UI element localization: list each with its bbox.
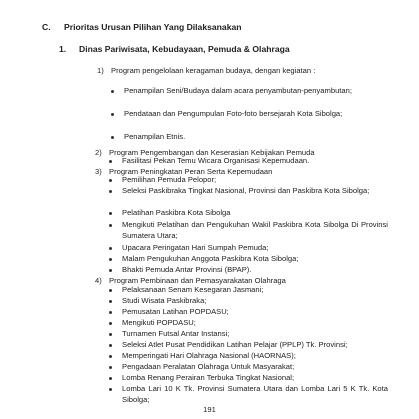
list-item-text: Lomba Renang Perairan Terbuka Tingkat Nasional; xyxy=(122,373,295,382)
program-title: Program Peningkatan Peran Serta Kepemudaan xyxy=(109,167,273,176)
list-item xyxy=(122,175,388,186)
program-title: Program Pembinaan dan Pemasyarakatan Olahraga xyxy=(109,276,286,285)
list-item xyxy=(124,132,386,143)
list-item-text: Seleksi Paskibraka Tingkat Nasional, Provinsi dan Paskibra Kota Sibolga; xyxy=(122,186,370,195)
bullet-icon xyxy=(109,258,112,261)
bullet-icon xyxy=(109,388,112,391)
list-item xyxy=(122,186,388,197)
page-number: 191 xyxy=(203,405,216,414)
program-number: 1) xyxy=(97,66,104,75)
bullet-icon xyxy=(109,355,112,358)
subsection-label: 1. xyxy=(59,44,67,54)
bullet-icon xyxy=(109,212,112,215)
bullet-icon xyxy=(109,224,112,227)
bullet-icon xyxy=(111,136,114,139)
list-item xyxy=(122,318,388,329)
bullet-icon xyxy=(109,333,112,336)
list-item xyxy=(122,307,388,318)
program-number: 4) xyxy=(95,276,102,285)
section-label: C. xyxy=(42,22,51,32)
bullet-icon xyxy=(109,300,112,303)
program-heading xyxy=(97,66,315,75)
bullet-icon xyxy=(111,90,114,93)
section-heading xyxy=(42,22,242,32)
list-item-text: Pengadaan Peralatan Olahraga Untuk Masyarakat; xyxy=(122,362,295,371)
list-item xyxy=(122,384,388,405)
list-item xyxy=(122,243,388,254)
list-item-text: Memperingati Hari Olahraga Nasional (HAORNAS); xyxy=(122,351,296,360)
bullet-icon xyxy=(109,160,112,163)
bullet-icon xyxy=(109,322,112,325)
program-number: 3) xyxy=(95,167,102,176)
list-item-text: Upacara Peringatan Hari Sumpah Pemuda; xyxy=(122,243,269,252)
list-item-text: Penampilan Seni/Budaya dalam acara penyambutan-penyambutan; xyxy=(124,86,352,95)
list-item-text: Mengikuti POPDASU; xyxy=(122,318,196,327)
list-item-text: Pelatihan Paskibra Kota Sibolga xyxy=(122,208,231,217)
list-item xyxy=(122,362,388,373)
program-title: Program pengelolaan keragaman budaya, dengan kegiatan : xyxy=(111,66,316,75)
list-item-text: Pemusatan Latihan POPDASU; xyxy=(122,307,229,316)
list-item xyxy=(122,265,388,276)
bullet-icon xyxy=(109,269,112,272)
bullet-icon xyxy=(109,190,112,193)
list-item-text: Pendataan dan Pengumpulan Foto-foto bersejarah Kota Sibolga; xyxy=(124,109,343,118)
program-number: 2) xyxy=(95,148,102,157)
list-item-text: Studi Wisata Paskibraka; xyxy=(122,296,207,305)
list-item-text: Turnamen Futsal Antar Instansi; xyxy=(122,329,230,338)
list-item-text: Mengikuti Pelatihan dan Pengukuhan Wakil Paskibra Kota Sibolga Di Provinsi Sumatera Utara; xyxy=(122,220,388,240)
list-item xyxy=(122,220,388,241)
bullet-icon xyxy=(109,377,112,380)
list-item xyxy=(122,254,388,265)
list-item-text: Pelaksanaan Senam Kesegaran Jasmani; xyxy=(122,285,264,294)
list-item xyxy=(122,329,388,340)
list-item xyxy=(122,296,388,307)
list-item xyxy=(122,156,388,167)
program-title: Program Pengembangan dan Keserasian Kebijakan Pemuda xyxy=(109,148,315,157)
list-item xyxy=(122,340,388,351)
list-item-text: Malam Pengukuhan Anggota Paskibra Kota Sibolga; xyxy=(122,254,299,263)
list-item-text: Bhakti Pemuda Antar Provinsi (BPAP). xyxy=(122,265,252,274)
bullet-icon xyxy=(109,311,112,314)
list-item-text: Seleksi Atlet Pusat Pendidikan Latihan Pelajar (PPLP) Tk. Provinsi; xyxy=(122,340,348,349)
list-item xyxy=(124,86,386,97)
bullet-icon xyxy=(109,344,112,347)
bullet-icon xyxy=(109,247,112,250)
bullet-icon xyxy=(109,179,112,182)
section-title: Prioritas Urusan Pilihan Yang Dilaksanakan xyxy=(64,22,242,32)
list-item xyxy=(122,373,388,384)
list-item xyxy=(122,285,388,296)
list-item-text: Lomba Lari 10 K Tk. Provinsi Sumatera Utara dan Lomba Lari 5 K Tk. Kota Sibolga; xyxy=(122,384,388,404)
subsection-title: Dinas Pariwisata, Kebudayaan, Pemuda & Olahraga xyxy=(79,44,290,54)
list-item-text: Fasilitasi Pekan Temu Wicara Organisasi Kepemudaan. xyxy=(122,156,310,165)
bullet-icon xyxy=(111,113,114,116)
list-item xyxy=(122,208,388,219)
list-item-text: Pemilihan Pemuda Pelopor; xyxy=(122,175,217,184)
list-item xyxy=(122,351,388,362)
program-heading xyxy=(95,276,286,285)
subsection-heading xyxy=(59,44,290,54)
bullet-icon xyxy=(109,366,112,369)
bullet-icon xyxy=(109,289,112,292)
list-item xyxy=(124,109,386,120)
list-item-text: Penampilan Etnis. xyxy=(124,132,186,141)
